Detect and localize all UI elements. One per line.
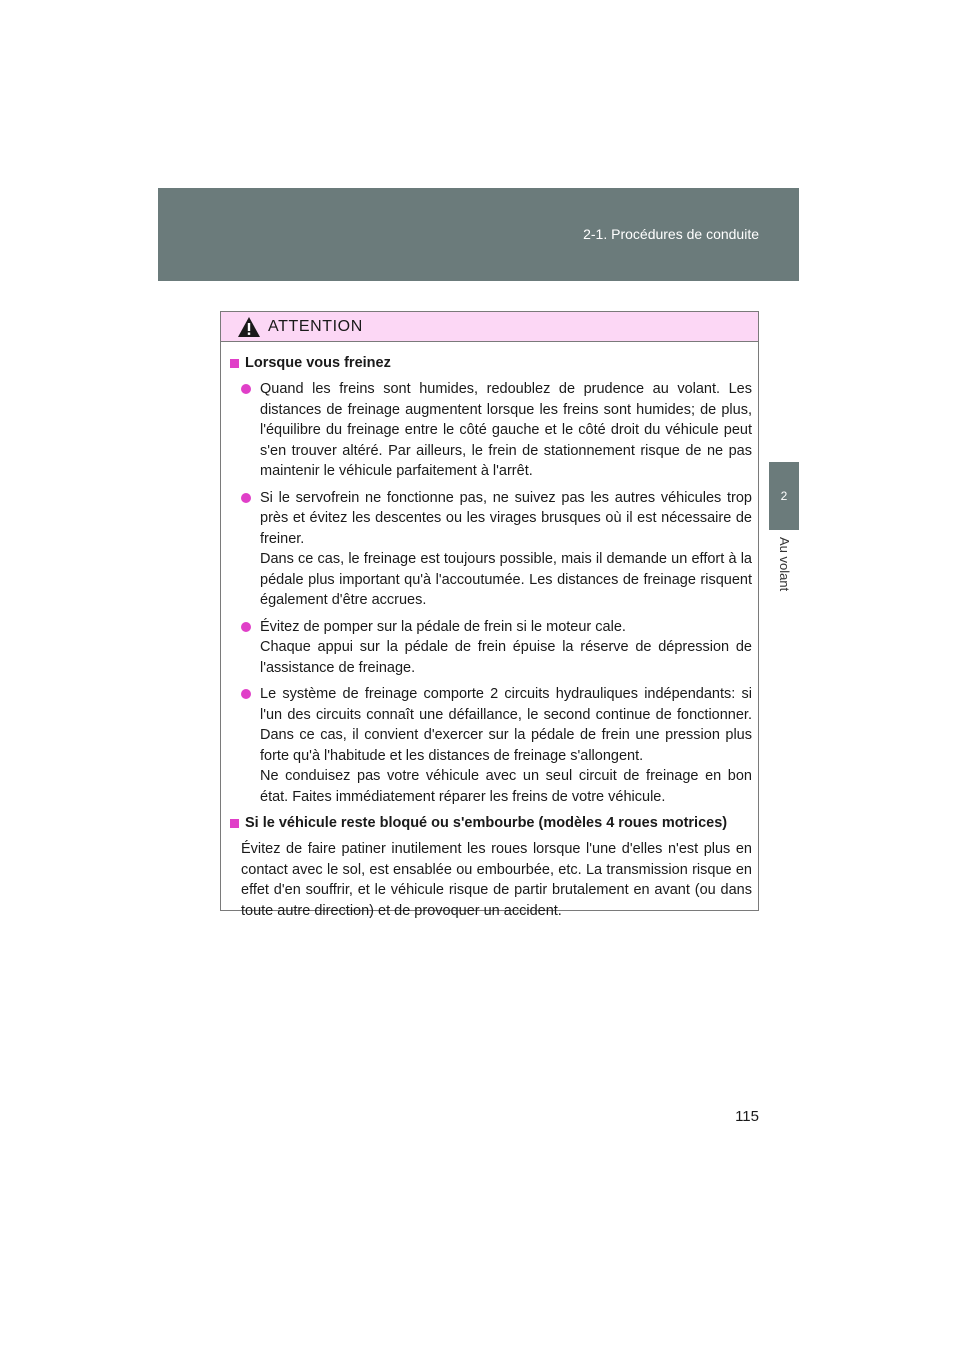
chapter-label: Au volant: [777, 537, 792, 592]
warning-triangle-icon: [237, 316, 261, 338]
page-number: 115: [735, 1108, 759, 1125]
warning-header: [221, 312, 758, 342]
section-text: Évitez de faire patiner inutilement les roues lorsque l'une d'elles n'est plus en contact avec le sol, est ensablée ou embourbée, etc. La transmission risque en effet d'en souffrir, et le véhicule risque de partir brutalement en avant (ou dans toute autre direction) et de provoquer un accident.: [241, 841, 752, 919]
item-text: Évitez de pomper sur la pédale de frein si le moteur cale.: [260, 618, 626, 635]
item-text: Chaque appui sur la pédale de frein épuise la réserve de dépression de l'assistance de freinage.: [260, 639, 752, 676]
item-text: Si le servofrein ne fonctionne pas, ne suivez pas les autres véhicules trop près et évitez les descentes ou les virages brusques où il est nécessaire de freiner.: [260, 489, 752, 547]
section-heading: Si le véhicule reste bloqué ou s'embourbe (modèles 4 roues motrices): [230, 813, 752, 833]
bullet-dot-icon: [241, 689, 251, 699]
item-text: Ne conduisez pas votre véhicule avec un seul circuit de freinage en bon état. Faites immédiatement réparer les freins de votre véhicule.: [260, 768, 752, 805]
section-title: 2-1. Procédures de conduite: [583, 226, 759, 242]
square-bullet-icon: [230, 359, 239, 368]
list-item: [241, 684, 752, 807]
warning-title: ATTENTION: [268, 317, 363, 335]
item-text: Le système de freinage comporte 2 circuits hydrauliques indépendants: si l'un des circuits connaît une défaillance, le second continue de fonctionner. Dans ce cas, il convient d'exercer sur la pédale de frein une pression plus forte qu'à l'habitude et les distances de freinage s'allongent.: [260, 686, 752, 764]
bullet-dot-icon: [241, 622, 251, 632]
chapter-number: 2: [780, 489, 788, 503]
warning-box: [220, 311, 759, 919]
list-item: [241, 488, 752, 611]
square-bullet-icon: [230, 819, 239, 828]
warning-body: [221, 342, 758, 921]
item-text: Dans ce cas, le freinage est toujours possible, mais il demande un effort à la pédale plus important qu'à l'accoutumée. Les distances de freinage risquent également d'être accrues.: [260, 551, 752, 608]
item-text: Quand les freins sont humides, redoublez de prudence au volant. Les distances de freinage augmentent lorsque les freins sont humides; de plus, l'équilibre du freinage entre le côté gauche et le côté droit du véhicule peut s'en trouver altéré. Par ailleurs, le frein de stationnement risque de ne pas maintenir le véhicule parfaitement à l'arrêt.: [260, 381, 752, 479]
page-header: [158, 188, 799, 281]
section-heading: Lorsque vous freinez: [230, 353, 752, 373]
bullet-dot-icon: [241, 493, 251, 503]
chapter-tab: [769, 462, 799, 530]
list-item: [241, 617, 752, 679]
bullet-dot-icon: [241, 384, 251, 394]
list-item: [241, 379, 752, 482]
